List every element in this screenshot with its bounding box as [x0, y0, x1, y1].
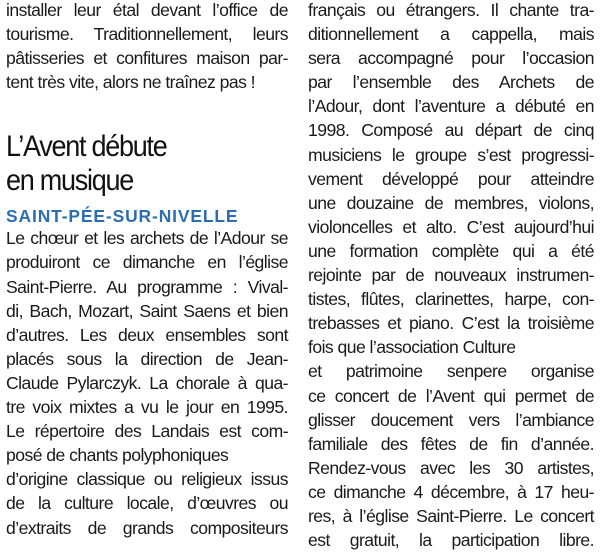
headline-line: en musique	[6, 164, 133, 198]
text-line: violoncelles et alto. C’est aujourd’hui	[308, 216, 594, 237]
dateline: SAINT-PÉE-SUR-NIVELLE	[6, 206, 239, 227]
text-line: et patrimoine senpere organise	[308, 361, 594, 382]
text-line: Le répertoire des Landais est com-	[6, 421, 288, 442]
text-line: tre voix mixtes a vu le jour en 1995.	[6, 397, 288, 418]
text-line: une formation complète qui a été	[308, 240, 594, 261]
text-line: d’origine classique ou religieux issus	[6, 469, 288, 490]
text-line: pâtisseries et confitures maison par-	[6, 48, 288, 69]
text-line: res, à l’église Saint-Pierre. Le concert	[308, 505, 594, 526]
text-line: tent très vite, alors ne traînez pas !	[6, 72, 256, 93]
text-line: rejointe par de nouveaux instrumen-	[308, 265, 594, 286]
text-line: installer leur étal devant l’office de	[6, 0, 288, 20]
article-body-left	[6, 226, 288, 539]
text-line: Saint-Pierre. Au programme : Vival-	[6, 276, 288, 297]
text-line: ce concert de l’Avent qui permet de	[308, 385, 594, 406]
text-line: produiront ce dimanche en l’église	[6, 252, 288, 273]
text-line: Le chœur et les archets de l’Adour se	[6, 228, 288, 249]
article-body-right	[308, 0, 594, 552]
spacer	[6, 94, 288, 130]
text-line: d’extraits de grands compositeurs	[6, 517, 288, 538]
article-headline	[6, 130, 288, 198]
text-line: par l’ensemble des Archets de	[308, 72, 594, 93]
right-column	[308, 0, 594, 552]
text-line: l’Adour, dont l’aventure a débuté en	[308, 96, 594, 117]
text-line: ce dimanche 4 décembre, à 17 heu-	[308, 481, 594, 502]
text-line: est gratuit, la participation libre.	[308, 530, 594, 551]
text-line: musiciens le groupe s’est progressi-	[308, 144, 594, 165]
text-line: Rendez-vous avec les 30 artistes,	[308, 457, 594, 478]
text-line: trebasses et piano. C’est la troisième	[308, 313, 594, 334]
text-line: une douzaine de membres, violons,	[308, 192, 594, 213]
text-line: français ou étrangers. Il chante tra-	[308, 0, 594, 20]
text-line: di, Bach, Mozart, Saint Saens et bien	[6, 300, 288, 321]
text-line: de la culture locale, d’œuvres ou	[6, 493, 288, 514]
text-line: tistes, flûtes, clarinettes, harpe, con-	[308, 289, 594, 310]
text-line: fois que l’association Culture	[308, 337, 516, 358]
left-column	[6, 0, 288, 540]
text-line: familiale des fêtes de fin d’année.	[308, 433, 594, 454]
text-line: sera accompagné pour l’occasion	[308, 48, 594, 69]
text-line: Claude Pylarczyk. La chorale à qua-	[6, 372, 288, 393]
text-line: glisser doucement vers l’ambiance	[308, 409, 594, 430]
text-line: 1998. Composé au départ de cinq	[308, 120, 594, 141]
text-line: tourisme. Traditionnellement, leurs	[6, 24, 288, 45]
text-line: placés sous la direction de Jean-	[6, 348, 288, 369]
text-line: posé de chants polyphoniques	[6, 445, 229, 466]
text-line: d’autres. Les deux ensembles sont	[6, 324, 288, 345]
previous-article-tail	[6, 0, 288, 94]
headline-line: L’Avent débute	[6, 130, 167, 164]
text-line: vement développé pour atteindre	[308, 168, 594, 189]
text-line: ditionnellement a cappella, mais	[308, 24, 594, 45]
